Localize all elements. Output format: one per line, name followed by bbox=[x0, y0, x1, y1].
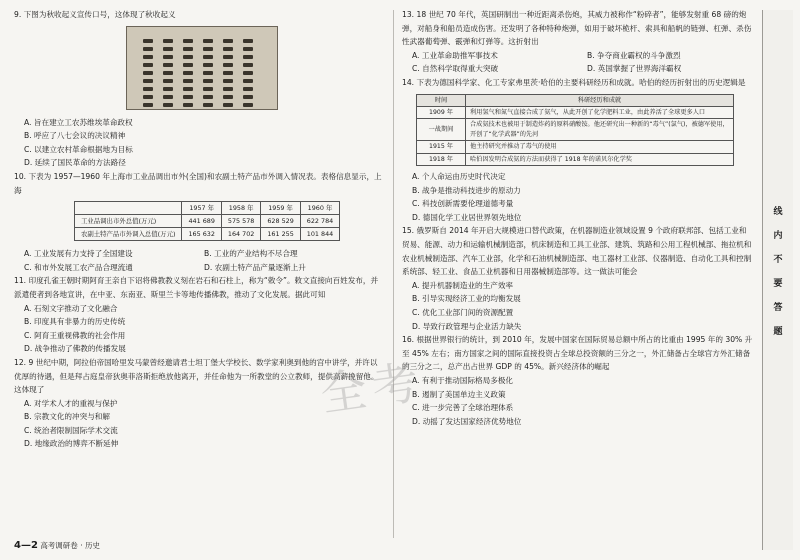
q11-option-a: A. 石刻文字推动了文化融合 bbox=[24, 303, 118, 313]
q14-table bbox=[416, 94, 734, 166]
q10-year-1: 1957 年 bbox=[182, 202, 221, 215]
q9-option-c: C. 以建立农村革命根据地为目标 bbox=[24, 144, 133, 154]
table-row bbox=[75, 215, 340, 228]
q10-option-d: D. 农副土特产品产量逐渐上升 bbox=[204, 262, 306, 272]
q11-option-c: C. 阿育王重视佛教的社会作用 bbox=[24, 330, 126, 340]
q14-option-b: B. 战争是推动科技进步的原动力 bbox=[412, 185, 521, 195]
propaganda-slogan-image bbox=[126, 26, 278, 110]
q14-option-a: A. 个人命运由历史时代决定 bbox=[412, 172, 506, 181]
q10-year-2: 1958 年 bbox=[221, 202, 260, 215]
q16-stem: 16. 根据世界银行的统计，到 2010 年，发展中国家在国际贸易总额中所占的比重由 1995 年的 30% 升至 45% 左右；南方国家之间的国际直接投资占全球总投资额的三分之一，外汇储备占全球官方外汇储备的三分之二，总产出占世界 GDP 的 45%。新兴经济体的崛起 bbox=[402, 335, 753, 372]
q14-year: 1918 年 bbox=[417, 153, 466, 165]
right-column bbox=[402, 8, 754, 428]
q14-text: 哈伯因发明合成氨的方法而获得了 1918 年的诺贝尔化学奖 bbox=[466, 153, 734, 165]
q13-option-a: A. 工业革命助推军事技术 bbox=[412, 50, 498, 60]
q10-cell: 161 255 bbox=[261, 228, 300, 241]
q14-col-event: 科研经历和成就 bbox=[466, 94, 734, 106]
q10-stem: 10. 下表为 1957—1960 年上海市工业品调出市外(全国)和农副土特产品市外调入情况表。表格信息显示，上海 bbox=[14, 171, 382, 195]
q15-option-d: D. 导致行政管理与企业活力缺失 bbox=[412, 321, 522, 331]
q16-option-d: D. 动摇了发达国家经济优势地位 bbox=[412, 416, 522, 426]
q10-option-a: A. 工业发展有力支持了全国建设 bbox=[24, 249, 133, 259]
q13-option-b: B. 争夺商业霸权的斗争激烈 bbox=[587, 50, 681, 60]
q14-option-d: D. 德国化学工业居世界领先地位 bbox=[412, 212, 522, 222]
binding-margin bbox=[762, 10, 793, 550]
q12-option-c: C. 统治者限制国际学术交流 bbox=[24, 425, 118, 435]
q10-year-3: 1959 年 bbox=[261, 202, 300, 215]
q14-stem: 14. 下表为德国科学家、化工专家弗里茨·哈伯的主要科研经历和成就。哈伯的经历折射出的历史逻辑是 bbox=[402, 77, 746, 87]
q9-option-b: B. 呼应了八七会议的决议精神 bbox=[24, 131, 126, 141]
q12-option-d: D. 地缘政治的博弈不断延伸 bbox=[24, 439, 119, 449]
q14-text: 他主持研究并推动了毒气的使用 bbox=[466, 141, 734, 153]
q10-table bbox=[74, 201, 340, 241]
q15-option-b: B. 引导实现经济工业的均衡发展 bbox=[412, 294, 521, 304]
page-number: 4—2 bbox=[14, 540, 38, 551]
q16-option-a: A. 有利于推动国际格局多极化 bbox=[412, 375, 514, 385]
q10-row2-label: 农副土特产品市外调入总值(万元) bbox=[75, 228, 182, 241]
q16-option-c: C. 进一步完善了全球治理体系 bbox=[412, 403, 514, 413]
q9-option-d: D. 延续了国民革命的方法路径 bbox=[24, 158, 126, 168]
q10-option-b: B. 工业的产业结构不尽合理 bbox=[204, 249, 298, 259]
q10-year-4: 1960 年 bbox=[300, 202, 339, 215]
q10-cell: 622 784 bbox=[300, 215, 339, 228]
q13-option-d: D. 英国掌握了世界海洋霸权 bbox=[587, 64, 682, 74]
q10-cell: 101 844 bbox=[300, 228, 339, 241]
q10-cell: 164 702 bbox=[221, 228, 260, 241]
binding-margin-text: 线内不要答题 bbox=[773, 207, 783, 337]
q10-header-blank bbox=[75, 202, 182, 215]
table-row bbox=[417, 119, 734, 141]
q9-stem: 9. 下图为秋收起义宣传口号，这体现了秋收起义 bbox=[14, 10, 176, 19]
q10-cell: 628 529 bbox=[261, 215, 300, 228]
page-footer bbox=[14, 540, 100, 551]
q15-stem: 15. 俄罗斯自 2014 年开启大规模进口替代政策，在机器制造业领域设置 9 个政府联邦部、包括工业和贸易、能源、动力和运输机械制造部，机床制造和工具工业部、建筑、筑路和公用工程机械部、拖拉机和农业机械制造部、汽车工业部，化学和石油机械制造部、电工器材工业部、仪器制造、自动化工具和控制系统部、轻工业、食品工业机器和日用器械制造部等。这一做法可能会 bbox=[402, 226, 752, 277]
q14-year: 1915 年 bbox=[417, 141, 466, 153]
q15-option-a: A. 提升机器制造业的生产效率 bbox=[412, 280, 514, 290]
q14-option-c: C. 科技创新需要伦理道德考量 bbox=[412, 199, 514, 209]
q12-option-b: B. 宗教文化的冲突与和解 bbox=[24, 412, 110, 422]
watermark: 全考 bbox=[317, 353, 428, 422]
table-row bbox=[417, 106, 734, 118]
q14-year: 1909 年 bbox=[417, 106, 466, 118]
q12-option-a: A. 对学术人才的重视与保护 bbox=[24, 398, 118, 408]
q16-option-b: B. 遏制了美国单边主义政策 bbox=[412, 389, 506, 399]
q10-row1-label: 工业品调出市外总值(万元) bbox=[75, 215, 182, 228]
q15-option-c: C. 优化工业部门间的资源配置 bbox=[412, 307, 514, 317]
q11-stem: 11. 印度孔雀王朝时期阿育王亲自下诏将佛教教义刻在岩石和石柱上，称为“敕令”。敕文直接向百姓发布，并派遣使者到各地宣讲，在中亚、东南亚、斯里兰卡等地传播佛教，推动了文化发展。据此可知 bbox=[14, 276, 379, 299]
q14-text: 合成氨技术也被用于制造炸药的原料硝酸铵。他还研究出一种新的“毒气”(氯气)，被德军使用，开创了“化学武器”的先河 bbox=[466, 119, 734, 141]
q11-option-b: B. 印度具有非暴力的历史传统 bbox=[24, 317, 126, 327]
q10-cell: 441 689 bbox=[182, 215, 221, 228]
q12-stem: 12. 9 世纪中期，阿拉伯帝国哈里发马蒙曾经邀请君士坦丁堡大学校长、数学家利奥到他的宫中讲学，并许以优厚的待遇，但是拜占庭皇帝狄奥菲洛斯拒绝放他离开，并任命他为一所教堂的公立教师，提供高薪挽留他。这体现了 bbox=[14, 357, 379, 395]
column-divider bbox=[393, 10, 394, 538]
table-row bbox=[417, 153, 734, 165]
footer-title: 高考调研卷 · 历史 bbox=[40, 541, 100, 550]
q10-cell: 165 632 bbox=[182, 228, 221, 241]
table-row bbox=[75, 228, 340, 241]
q13-option-c: C. 自然科学取得重大突破 bbox=[412, 64, 499, 74]
q11-option-d: D. 战争推动了佛教的传播发展 bbox=[24, 344, 126, 354]
q10-option-c: C. 和市外发展工农产品合理流通 bbox=[24, 262, 133, 272]
q13-stem: 13. 18 世纪 70 年代，英国研制出一种近距离杀伤炮，其威力被称作“粉碎者”，能够发射重 68 磅的炮弹，对船身和船员造成伤害。还发明了各种特种炮弹，如用于破坏桅杆、索具和船帆的链弹、杠弹、杀伤性武器葡萄弹、霰弹和灯弹等。这折射出 bbox=[402, 10, 752, 47]
q10-cell: 575 578 bbox=[221, 215, 260, 228]
q14-col-time: 时间 bbox=[417, 94, 466, 106]
q14-text: 利用氢气和氮气直接合成了氨气，从此开创了化学肥料工业，由此养活了全球更多人口 bbox=[466, 106, 734, 118]
q9-option-a: A. 旨在建立工农苏维埃革命政权 bbox=[24, 117, 133, 127]
table-row bbox=[417, 141, 734, 153]
q14-year: 一战期间 bbox=[417, 119, 466, 141]
